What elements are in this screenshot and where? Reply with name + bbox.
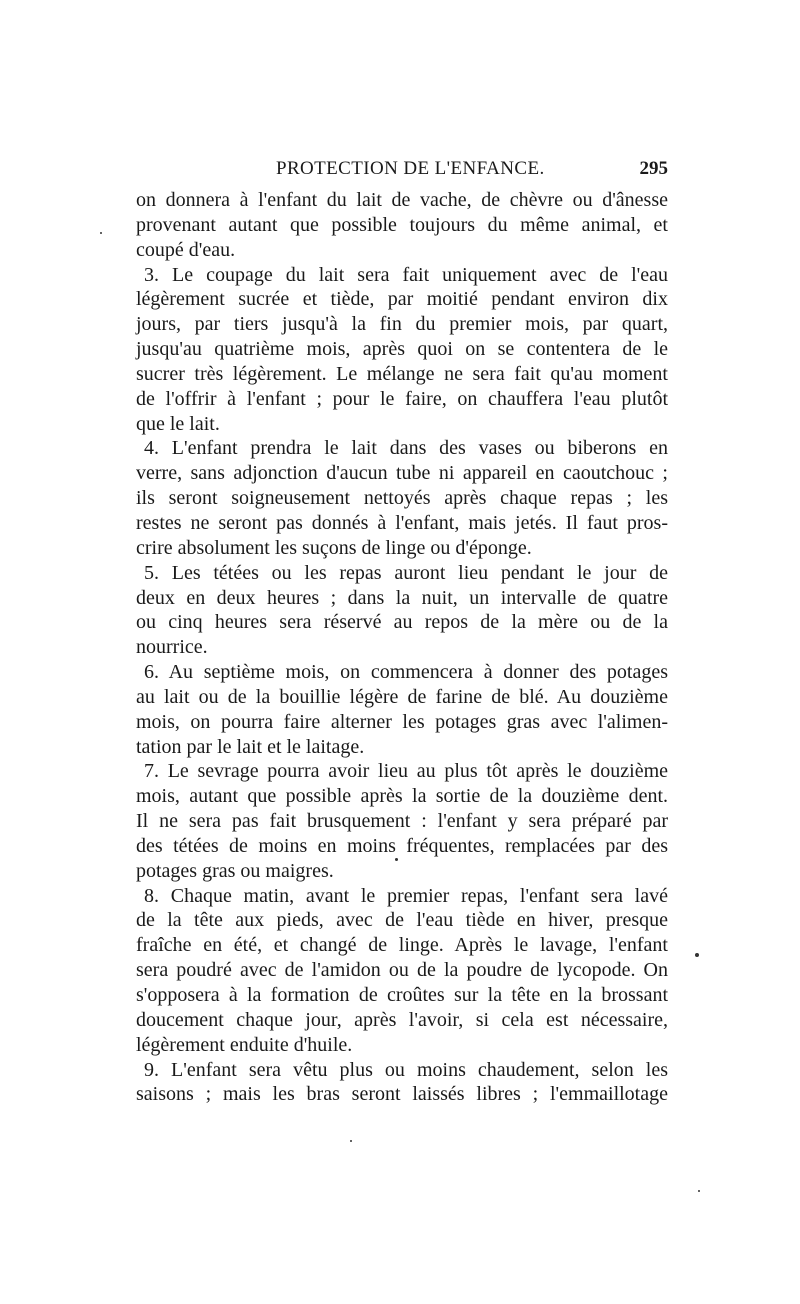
text-line: doucement chaque jour, après l'avoir, si cela est nécessaire, xyxy=(136,1008,668,1031)
text-line: légèrement enduite d'huile. xyxy=(136,1033,353,1056)
text-line: deux en deux heures ; dans la nuit, un intervalle de quatre xyxy=(136,586,668,609)
text-line: provenant autant que possible toujours du même animal, et xyxy=(136,213,668,236)
running-title: PROTECTION DE L'ENFANCE. xyxy=(276,158,545,179)
text-line: fraîche en été, et changé de linge. Après le lavage, l'enfant xyxy=(136,934,668,957)
scan-speck xyxy=(395,858,398,861)
scan-speck xyxy=(698,1190,700,1192)
text-line: 9. L'enfant sera vêtu plus ou moins chaudement, selon les xyxy=(144,1058,668,1081)
text-line: 7. Le sevrage pourra avoir lieu au plus tôt après le douzième xyxy=(144,760,668,783)
text-line: Il ne sera pas fait brusquement : l'enfant y sera préparé par xyxy=(136,810,668,833)
text-line: restes ne seront pas donnés à l'enfant, mais jetés. Il faut pros- xyxy=(136,511,668,534)
text-line: s'opposera à la formation de croûtes sur la tête en la brossant xyxy=(136,984,668,1006)
text-line: potages gras ou maigres. xyxy=(136,859,334,882)
running-head xyxy=(136,158,668,184)
scan-speck xyxy=(350,1140,352,1142)
text-line: sera poudré avec de l'amidon ou de la poudre de lycopode. On xyxy=(136,959,668,982)
text-line: ou cinq heures sera réservé au repos de la mère ou de la xyxy=(136,611,668,634)
text-line: mois, autant que possible après la sortie de la douzième dent. xyxy=(136,785,668,808)
page-number: 295 xyxy=(639,158,668,179)
text-line: que le lait. xyxy=(136,412,220,435)
text-line: 6. Au septième mois, on commencera à donner des potages xyxy=(144,661,668,684)
text-line: crire absolument les suçons de linge ou d'éponge. xyxy=(136,536,532,559)
text-line: 3. Le coupage du lait sera fait uniquement avec de l'eau xyxy=(144,263,668,286)
text-line: saisons ; mais les bras seront laissés libres ; l'emmaillotage xyxy=(136,1083,668,1106)
text-line: de la tête aux pieds, avec de l'eau tiède en hiver, presque xyxy=(136,909,668,932)
text-line: sucrer très légèrement. Le mélange ne sera fait qu'au moment xyxy=(136,362,668,385)
text-line: nourrice. xyxy=(136,636,208,659)
text-line: de l'offrir à l'enfant ; pour le faire, on chauffera l'eau plutôt xyxy=(136,387,668,410)
scan-speck xyxy=(100,232,102,234)
text-line: légèrement sucrée et tiède, par moitié pendant environ dix xyxy=(136,288,668,311)
text-line: 8. Chaque matin, avant le premier repas, l'enfant sera lavé xyxy=(144,884,668,907)
text-line: ils seront soigneusement nettoyés après chaque repas ; les xyxy=(136,487,668,510)
text-line: au lait ou de la bouillie légère de farine de blé. Au douzième xyxy=(136,685,668,708)
scan-speck xyxy=(695,953,699,957)
text-line: coupé d'eau. xyxy=(136,238,236,261)
text-line: on donnera à l'enfant du lait de vache, de chèvre ou d'ânesse xyxy=(136,189,668,211)
body-text xyxy=(136,188,668,1107)
text-line: tation par le lait et le laitage. xyxy=(136,735,365,758)
text-line: verre, sans adjonction d'aucun tube ni appareil en caoutchouc ; xyxy=(136,462,668,485)
text-line: 5. Les tétées ou les repas auront lieu pendant le jour de xyxy=(144,561,668,584)
text-line: mois, on pourra faire alterner les potages gras avec l'alimen- xyxy=(136,710,668,733)
text-line: 4. L'enfant prendra le lait dans des vases ou biberons en xyxy=(144,437,668,460)
text-line: des tétées de moins en moins fréquentes, remplacées par des xyxy=(136,834,668,857)
text-line: jours, par tiers jusqu'à la fin du premier mois, par quart, xyxy=(136,313,668,336)
text-line: jusqu'au quatrième mois, après quoi on se contentera de le xyxy=(136,338,668,361)
